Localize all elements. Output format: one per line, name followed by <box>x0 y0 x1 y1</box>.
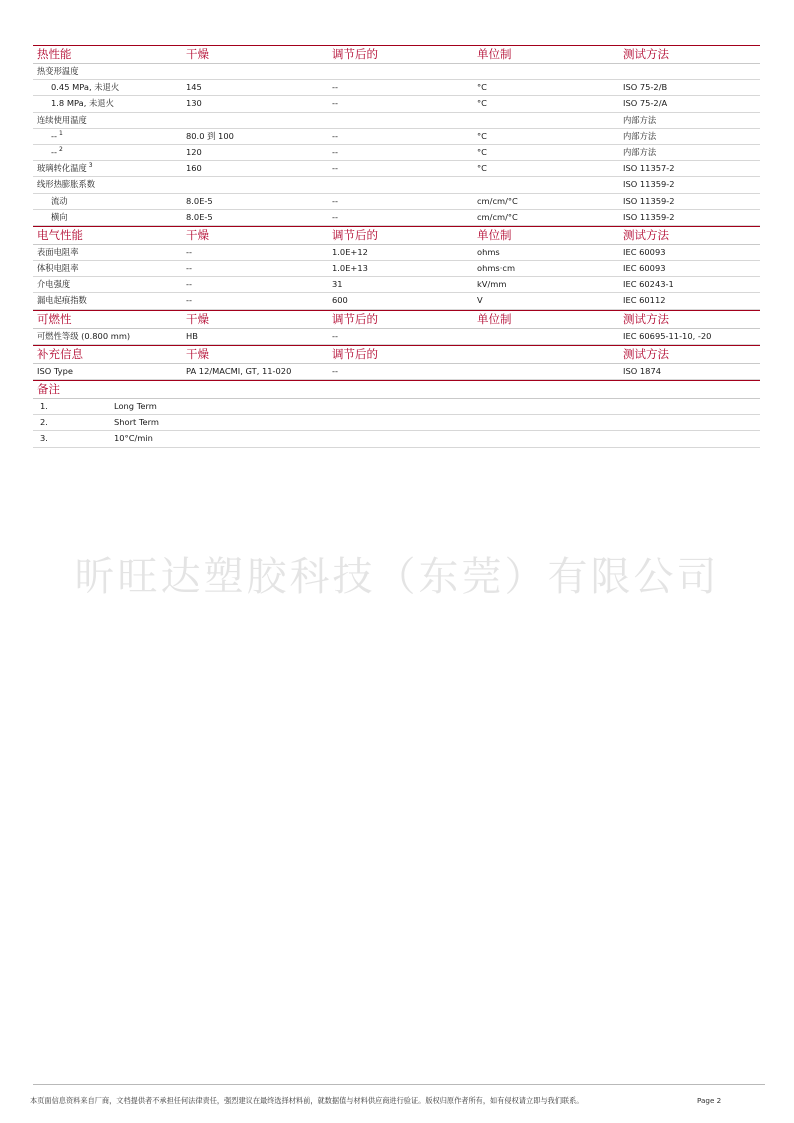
section-title: 可燃性 <box>37 311 72 326</box>
column-header-unit: 单位制 <box>477 47 512 61</box>
column-header-dry: 干燥 <box>186 227 209 242</box>
test-method: IEC 60243-1 <box>623 279 674 290</box>
conditioned-value: 1.0E+13 <box>332 263 368 274</box>
column-header-test-method: 测试方法 <box>623 311 669 326</box>
property-name: 横向 <box>51 211 68 222</box>
dry-value: -- <box>186 295 192 306</box>
conditioned-value: -- <box>332 211 338 222</box>
conditioned-value: -- <box>332 330 338 341</box>
property-name: 线形热膨胀系数 <box>37 179 96 190</box>
unit: cm/cm/°C <box>477 211 518 222</box>
footnote-marker: 1 <box>59 129 63 137</box>
property-label: 玻璃转化温度 <box>37 163 87 174</box>
footer-disclaimer: 本页面信息资料来自厂商，文档提供者不承担任何法律责任，强烈建议在最终选择材料前，就数据值与材料供应商进行验证。版权归原作者所有，如有侵权请立即与我们联系。 <box>30 1096 584 1105</box>
unit: °C <box>477 146 487 157</box>
property-name: ISO Type <box>37 365 73 376</box>
dry-value: -- <box>186 279 192 290</box>
unit: ohms·cm <box>477 263 516 274</box>
test-method: 内部方法 <box>623 130 657 141</box>
dry-value: 130 <box>186 98 202 109</box>
table-row <box>33 364 760 380</box>
table-row <box>33 145 760 161</box>
note-item <box>33 431 760 447</box>
test-method: ISO 11359-2 <box>623 211 675 222</box>
section-header-electrical <box>33 226 760 245</box>
unit: V <box>477 295 483 306</box>
conditioned-value: -- <box>332 146 338 157</box>
table-row <box>33 194 760 210</box>
table-row <box>33 293 760 309</box>
note-number: 3. <box>40 433 48 444</box>
property-name <box>51 129 63 144</box>
unit: °C <box>477 130 487 141</box>
column-header-test-method: 测试方法 <box>623 227 669 242</box>
column-header-conditioned: 调节后的 <box>332 346 378 361</box>
conditioned-value: -- <box>332 365 338 376</box>
note-number: 1. <box>40 401 48 411</box>
test-method: ISO 75-2/B <box>623 82 668 93</box>
table-row <box>33 96 760 112</box>
section-title: 电气性能 <box>37 227 83 242</box>
dry-value: PA 12/MACMI, GT, 11-020 <box>186 365 292 376</box>
unit: ohms <box>477 246 500 257</box>
property-name: 可燃性等级 (0.800 mm) <box>37 330 131 341</box>
property-name: 流动 <box>51 195 68 206</box>
test-method: ISO 75-2/A <box>623 98 668 109</box>
section-header-notes <box>33 380 760 399</box>
property-name: 0.45 MPa, 未退火 <box>51 82 120 93</box>
section-title: 备注 <box>37 382 60 396</box>
property-name: 连续使用温度 <box>37 114 87 125</box>
note-number: 2. <box>40 417 48 428</box>
datasheet-page <box>33 45 760 448</box>
table-row <box>33 64 760 80</box>
property-name: 热变形温度 <box>37 66 79 76</box>
conditioned-value: -- <box>332 98 338 109</box>
dry-value: -- <box>186 263 192 274</box>
note-text: Short Term <box>114 417 160 428</box>
table-row <box>33 129 760 145</box>
footnote-marker: 2 <box>59 145 63 153</box>
column-header-conditioned: 调节后的 <box>332 227 378 242</box>
conditioned-value: 600 <box>332 295 348 306</box>
property-name: 体积电阻率 <box>37 263 79 274</box>
page-number: Page 2 <box>697 1096 722 1105</box>
dry-value: HB <box>186 330 198 341</box>
column-header-test-method: 测试方法 <box>623 47 669 61</box>
test-method: ISO 11357-2 <box>623 163 675 174</box>
conditioned-value: -- <box>332 195 338 206</box>
column-header-conditioned: 调节后的 <box>332 47 378 61</box>
section-header-flammability <box>33 310 760 329</box>
company-watermark: 昕旺达塑胶科技（东莞）有限公司 <box>74 554 720 600</box>
table-row <box>33 80 760 96</box>
section-title: 补充信息 <box>37 346 83 361</box>
property-name: 介电强度 <box>37 279 71 290</box>
column-header-unit: 单位制 <box>477 227 512 242</box>
column-header-test-method: 测试方法 <box>623 346 669 361</box>
unit: °C <box>477 163 487 174</box>
test-method: IEC 60093 <box>623 246 666 257</box>
footer-divider <box>33 1084 765 1085</box>
property-label: -- <box>51 130 57 141</box>
dry-value: 80.0 到 100 <box>186 130 234 141</box>
property-name: 表面电阻率 <box>37 246 79 257</box>
conditioned-value: 31 <box>332 279 343 290</box>
column-header-dry: 干燥 <box>186 47 209 61</box>
property-label: -- <box>51 146 57 157</box>
conditioned-value: -- <box>332 130 338 141</box>
section-header-thermal <box>33 45 760 64</box>
table-row <box>33 261 760 277</box>
test-method: ISO 11359-2 <box>623 179 675 190</box>
table-row <box>33 277 760 293</box>
unit: cm/cm/°C <box>477 195 518 206</box>
column-header-dry: 干燥 <box>186 346 209 361</box>
dry-value: 145 <box>186 82 202 93</box>
test-method: 内部方法 <box>623 146 657 157</box>
test-method: ISO 1874 <box>623 365 661 376</box>
dry-value: 8.0E-5 <box>186 211 213 222</box>
conditioned-value: -- <box>332 163 338 174</box>
property-name <box>51 145 63 160</box>
test-method: IEC 60112 <box>623 295 666 306</box>
note-text: 10°C/min <box>114 433 153 444</box>
unit: °C <box>477 82 487 93</box>
column-header-dry: 干燥 <box>186 311 209 326</box>
table-row <box>33 210 760 226</box>
table-row <box>33 161 760 177</box>
dry-value: 8.0E-5 <box>186 195 213 206</box>
table-row <box>33 177 760 193</box>
unit: °C <box>477 98 487 109</box>
dry-value: -- <box>186 246 192 257</box>
column-header-unit: 单位制 <box>477 311 512 326</box>
section-header-supplementary <box>33 345 760 364</box>
conditioned-value: 1.0E+12 <box>332 246 368 257</box>
property-name: 漏电起痕指数 <box>37 295 87 306</box>
test-method: IEC 60093 <box>623 263 666 274</box>
table-row <box>33 245 760 261</box>
note-item <box>33 415 760 431</box>
property-name: 1.8 MPa, 未退火 <box>51 98 114 109</box>
section-title: 热性能 <box>37 47 72 61</box>
table-row <box>33 329 760 345</box>
dry-value: 160 <box>186 163 202 174</box>
test-method: ISO 11359-2 <box>623 195 675 206</box>
conditioned-value: -- <box>332 82 338 93</box>
test-method: 内部方法 <box>623 114 657 125</box>
note-item <box>33 399 760 415</box>
dry-value: 120 <box>186 146 202 157</box>
test-method: IEC 60695-11-10, -20 <box>623 330 712 341</box>
table-row <box>33 113 760 129</box>
note-text: Long Term <box>114 401 157 411</box>
column-header-conditioned: 调节后的 <box>332 311 378 326</box>
property-name <box>37 161 93 176</box>
unit: kV/mm <box>477 279 507 290</box>
footnote-marker: 3 <box>88 162 93 170</box>
